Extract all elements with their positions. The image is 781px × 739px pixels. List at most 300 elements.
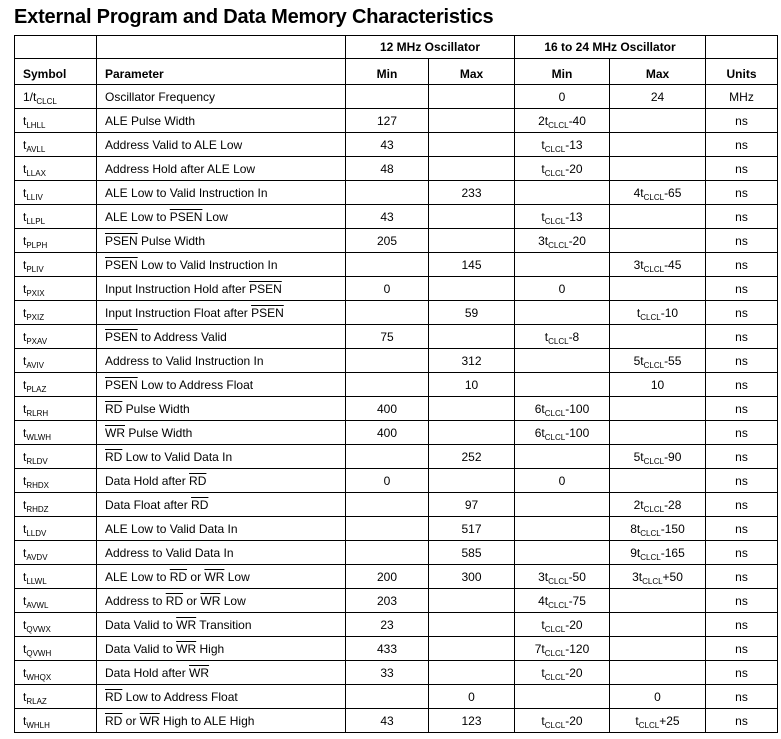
max-12mhz-cell	[429, 349, 515, 373]
header-max-12mhz: Max	[429, 59, 515, 85]
cell-text: 10	[464, 377, 479, 392]
cell-text: t	[636, 305, 641, 320]
max-12mhz-cell	[429, 109, 515, 133]
symbol-cell	[15, 181, 97, 205]
header-group-row	[15, 36, 778, 59]
cell-text: 3t	[633, 257, 644, 272]
max-12mhz-cell	[429, 685, 515, 709]
parameter-cell	[97, 277, 346, 301]
table-row	[15, 565, 778, 589]
units-cell: ns	[706, 301, 778, 325]
subscript-text: QVWH	[26, 648, 52, 658]
cell-text: t	[23, 353, 27, 368]
signal-name: $\overline{RD}$	[165, 593, 184, 608]
cell-text: 43	[380, 137, 394, 152]
table-row	[15, 253, 778, 277]
subscript-text: AVIV	[26, 360, 44, 370]
cell-text: 145	[461, 257, 482, 272]
cell-text: 0	[383, 473, 391, 488]
symbol-cell	[15, 277, 97, 301]
table-row	[15, 637, 778, 661]
signal-name: PSEN	[249, 281, 282, 296]
subscript-text: CLCL	[544, 216, 566, 226]
parameter-cell	[97, 301, 346, 325]
units-cell: ns	[706, 181, 778, 205]
cell-text: 59	[464, 305, 479, 320]
parameter-cell	[97, 637, 346, 661]
table-row	[15, 133, 778, 157]
cell-text: -28	[664, 497, 682, 512]
subscript-text: LLDV	[26, 528, 47, 538]
max-12mhz-cell	[429, 277, 515, 301]
min-16-24mhz-cell	[515, 373, 610, 397]
table-row	[15, 301, 778, 325]
min-12mhz-cell	[346, 85, 429, 109]
cell-text: t	[541, 209, 545, 224]
cell-text: Pulse Width	[125, 425, 193, 440]
max-16-24mhz-cell	[610, 133, 706, 157]
max-12mhz-cell	[429, 229, 515, 253]
subscript-text: LLAX	[26, 168, 46, 178]
min-16-24mhz-cell	[515, 325, 610, 349]
cell-text: t	[23, 137, 27, 152]
units-cell: ns	[706, 133, 778, 157]
cell-text: -150	[660, 521, 685, 536]
header-parameter: Parameter	[97, 59, 346, 85]
parameter-cell	[97, 685, 346, 709]
min-16-24mhz-cell	[515, 85, 610, 109]
cell-text: 203	[376, 593, 398, 608]
min-12mhz-cell	[346, 493, 429, 517]
table-row	[15, 685, 778, 709]
max-12mhz-cell	[429, 469, 515, 493]
min-16-24mhz-cell	[515, 469, 610, 493]
cell-text: Address Valid to ALE Low	[105, 137, 243, 152]
units-cell: ns	[706, 205, 778, 229]
table-row	[15, 349, 778, 373]
min-12mhz-cell	[346, 253, 429, 277]
max-16-24mhz-cell	[610, 85, 706, 109]
cell-text: t	[23, 689, 27, 704]
parameter-cell	[97, 613, 346, 637]
subscript-text: AVWL	[26, 600, 49, 610]
max-16-24mhz-cell	[610, 253, 706, 277]
characteristics-table	[14, 35, 778, 733]
cell-text: -13	[565, 209, 583, 224]
signal-name: PSEN	[169, 209, 203, 224]
cell-text: High	[196, 641, 225, 656]
subscript-text: RLDV	[26, 456, 48, 466]
symbol-cell	[15, 613, 97, 637]
subscript-text: LLIV	[26, 192, 43, 202]
cell-text: 33	[380, 665, 394, 680]
header-min-12mhz: Min	[346, 59, 429, 85]
parameter-cell	[97, 469, 346, 493]
max-16-24mhz-cell	[610, 637, 706, 661]
min-12mhz-cell	[346, 109, 429, 133]
cell-text: 2t	[538, 113, 549, 128]
cell-text: Input Instruction Float after	[105, 305, 252, 320]
subscript-text: CLCL	[643, 360, 665, 370]
cell-text: t	[635, 713, 639, 728]
cell-text: ALE Pulse Width	[105, 113, 196, 128]
cell-text: 4t	[538, 593, 549, 608]
subscript-text: CLCL	[643, 264, 665, 274]
subscript-text: CLCL	[638, 720, 660, 730]
table-row	[15, 661, 778, 685]
cell-text: Address to Valid Instruction In	[105, 353, 264, 368]
cell-text: 4t	[633, 185, 644, 200]
cell-text: 5t	[633, 353, 644, 368]
symbol-cell	[15, 109, 97, 133]
signal-name: PSEN	[105, 329, 138, 344]
max-12mhz-cell	[429, 541, 515, 565]
symbol-cell	[15, 421, 97, 445]
subscript-text: CLCL	[548, 600, 569, 610]
parameter-cell	[97, 541, 346, 565]
table-row	[15, 229, 778, 253]
min-12mhz-cell	[346, 349, 429, 373]
cell-text: -20	[565, 617, 583, 632]
header-blank	[15, 36, 97, 59]
cell-text: Low	[224, 569, 250, 584]
subscript-text: CLCL	[544, 624, 566, 634]
min-12mhz-cell	[346, 397, 429, 421]
parameter-cell	[97, 493, 346, 517]
cell-text: 400	[376, 401, 398, 416]
cell-text: 43	[380, 713, 394, 728]
subscript-text: LHLL	[26, 120, 46, 130]
parameter-cell	[97, 445, 346, 469]
symbol-cell	[15, 661, 97, 685]
page-title: External Program and Data Memory Characteristics	[14, 6, 494, 28]
cell-text: -165	[660, 545, 685, 560]
cell-text: t	[23, 713, 27, 728]
cell-text: Data Float after	[105, 497, 192, 512]
cell-text: t	[23, 209, 27, 224]
header-group-16-24mhz: 16 to 24 MHz Oscillator	[515, 36, 706, 59]
subscript-text: QVWX	[26, 624, 51, 634]
subscript-text: PXIX	[26, 288, 45, 298]
signal-name: $\overline{RD}$	[189, 473, 207, 488]
cell-text: t	[23, 281, 27, 296]
cell-text: 300	[461, 569, 482, 584]
cell-text: t	[541, 617, 545, 632]
subscript-text: AVDV	[26, 552, 48, 562]
cell-text: 0	[558, 281, 566, 296]
min-16-24mhz-cell	[515, 301, 610, 325]
min-16-24mhz-cell	[515, 565, 610, 589]
min-16-24mhz-cell	[515, 157, 610, 181]
symbol-cell	[15, 709, 97, 733]
cell-text: Pulse Width	[137, 233, 206, 248]
symbol-cell	[15, 469, 97, 493]
subscript-text: CLCL	[640, 528, 661, 538]
min-16-24mhz-cell	[515, 517, 610, 541]
parameter-cell	[97, 157, 346, 181]
min-12mhz-cell	[346, 157, 429, 181]
min-16-24mhz-cell	[515, 229, 610, 253]
max-12mhz-cell	[429, 589, 515, 613]
cell-text: t	[23, 473, 27, 488]
max-16-24mhz-cell	[610, 493, 706, 517]
cell-text: -90	[664, 449, 682, 464]
symbol-cell	[15, 637, 97, 661]
cell-text: Address Hold after ALE Low	[105, 161, 256, 176]
cell-text: Low	[202, 209, 228, 224]
parameter-cell	[97, 181, 346, 205]
max-12mhz-cell	[429, 565, 515, 589]
min-12mhz-cell	[346, 565, 429, 589]
parameter-cell	[97, 229, 346, 253]
cell-text: 1/t	[23, 89, 37, 104]
max-12mhz-cell	[429, 397, 515, 421]
cell-text: ALE Low to	[105, 569, 170, 584]
cell-text: Pulse Width	[122, 401, 190, 416]
cell-text: t	[23, 641, 27, 656]
cell-text: -100	[565, 401, 590, 416]
table-row	[15, 181, 778, 205]
max-16-24mhz-cell	[610, 205, 706, 229]
cell-text: t	[23, 257, 27, 272]
min-16-24mhz-cell	[515, 133, 610, 157]
cell-text: Transition	[196, 617, 252, 632]
symbol-cell	[15, 301, 97, 325]
max-12mhz-cell	[429, 157, 515, 181]
parameter-cell	[97, 709, 346, 733]
min-16-24mhz-cell	[515, 661, 610, 685]
max-12mhz-cell	[429, 421, 515, 445]
subscript-text: CLCL	[36, 96, 57, 106]
subscript-text: CLCL	[548, 576, 569, 586]
cell-text: t	[23, 425, 27, 440]
min-16-24mhz-cell	[515, 181, 610, 205]
table-row	[15, 205, 778, 229]
cell-text: 8t	[630, 521, 641, 536]
cell-text: Data Valid to	[105, 617, 177, 632]
parameter-cell	[97, 133, 346, 157]
header-units: Units	[706, 59, 778, 85]
symbol-cell	[15, 541, 97, 565]
symbol-cell	[15, 229, 97, 253]
subscript-text: CLCL	[544, 648, 566, 658]
max-16-24mhz-cell	[610, 349, 706, 373]
units-cell: ns	[706, 373, 778, 397]
max-16-24mhz-cell	[610, 661, 706, 685]
symbol-cell	[15, 373, 97, 397]
max-16-24mhz-cell	[610, 517, 706, 541]
cell-text: 75	[380, 329, 394, 344]
units-cell: ns	[706, 397, 778, 421]
min-12mhz-cell	[346, 469, 429, 493]
cell-text: t	[23, 521, 27, 536]
header-blank	[97, 36, 346, 59]
cell-text: 123	[461, 713, 482, 728]
units-cell: ns	[706, 685, 778, 709]
header-symbol: Symbol	[15, 59, 97, 85]
parameter-cell	[97, 85, 346, 109]
subscript-text: WHLH	[26, 720, 50, 730]
table-row	[15, 373, 778, 397]
cell-text: Low	[220, 593, 246, 608]
min-16-24mhz-cell	[515, 277, 610, 301]
cell-text: t	[541, 161, 545, 176]
min-12mhz-cell	[346, 637, 429, 661]
signal-name: $\overline{WR}$	[139, 713, 160, 728]
subscript-text: AVLL	[26, 144, 46, 154]
cell-text: 233	[461, 185, 482, 200]
min-16-24mhz-cell	[515, 709, 610, 733]
subscript-text: CLCL	[643, 192, 665, 202]
min-12mhz-cell	[346, 133, 429, 157]
signal-name: PSEN	[251, 305, 284, 320]
min-12mhz-cell	[346, 517, 429, 541]
cell-text: t	[541, 713, 545, 728]
cell-text: t	[23, 569, 27, 584]
min-12mhz-cell	[346, 229, 429, 253]
units-cell: ns	[706, 469, 778, 493]
max-12mhz-cell	[429, 133, 515, 157]
header-min-16-24mhz: Min	[515, 59, 610, 85]
header-group-12mhz: 12 MHz Oscillator	[346, 36, 515, 59]
symbol-cell	[15, 133, 97, 157]
cell-text: 3t	[632, 569, 643, 584]
subscript-text: CLCL	[640, 312, 661, 322]
max-12mhz-cell	[429, 661, 515, 685]
cell-text: t	[23, 377, 27, 392]
max-16-24mhz-cell	[610, 613, 706, 637]
cell-text: t	[23, 449, 27, 464]
cell-text: t	[23, 161, 27, 176]
min-12mhz-cell	[346, 301, 429, 325]
units-cell: ns	[706, 157, 778, 181]
cell-text: 23	[380, 617, 394, 632]
units-cell: ns	[706, 637, 778, 661]
max-16-24mhz-cell	[610, 445, 706, 469]
symbol-cell	[15, 445, 97, 469]
max-16-24mhz-cell	[610, 181, 706, 205]
min-16-24mhz-cell	[515, 445, 610, 469]
cell-text: High to ALE High	[159, 713, 255, 728]
subscript-text: CLCL	[548, 336, 569, 346]
units-cell: ns	[706, 493, 778, 517]
subscript-text: PXIZ	[26, 312, 45, 322]
max-16-24mhz-cell	[610, 589, 706, 613]
min-16-24mhz-cell	[515, 685, 610, 709]
cell-text: t	[23, 665, 27, 680]
table-row	[15, 613, 778, 637]
cell-text: 200	[376, 569, 398, 584]
cell-text: Data Hold after	[105, 473, 190, 488]
units-cell: ns	[706, 325, 778, 349]
subscript-text: CLCL	[643, 504, 665, 514]
subscript-text: CLCL	[544, 144, 566, 154]
cell-text: 252	[461, 449, 482, 464]
subscript-text: LLPL	[26, 216, 46, 226]
min-16-24mhz-cell	[515, 253, 610, 277]
units-cell: ns	[706, 589, 778, 613]
cell-text: 312	[461, 353, 482, 368]
cell-text: to Address Valid	[137, 329, 227, 344]
cell-text: Oscillator Frequency	[105, 89, 216, 104]
symbol-cell	[15, 349, 97, 373]
min-16-24mhz-cell	[515, 493, 610, 517]
signal-name: $\overline{WR}$	[204, 569, 225, 584]
subscript-text: CLCL	[642, 576, 663, 586]
cell-text: 585	[461, 545, 482, 560]
min-12mhz-cell	[346, 541, 429, 565]
table-row	[15, 421, 778, 445]
min-16-24mhz-cell	[515, 397, 610, 421]
symbol-cell	[15, 517, 97, 541]
signal-name: $\overline{WR}$	[176, 641, 197, 656]
cell-text: or	[187, 569, 205, 584]
units-cell: ns	[706, 349, 778, 373]
cell-text: t	[23, 185, 27, 200]
min-12mhz-cell	[346, 205, 429, 229]
cell-text: +25	[659, 713, 680, 728]
subscript-text: CLCL	[544, 672, 566, 682]
header-column-row	[15, 59, 778, 85]
max-12mhz-cell	[429, 637, 515, 661]
symbol-cell	[15, 205, 97, 229]
units-cell: ns	[706, 109, 778, 133]
table-row	[15, 541, 778, 565]
cell-text: Address to	[105, 593, 166, 608]
table-row	[15, 397, 778, 421]
cell-text: -120	[565, 641, 590, 656]
max-16-24mhz-cell	[610, 109, 706, 133]
min-12mhz-cell	[346, 613, 429, 637]
units-cell: MHz	[706, 85, 778, 109]
cell-text: Low to Valid Instruction In	[137, 257, 278, 272]
units-cell: ns	[706, 541, 778, 565]
parameter-cell	[97, 349, 346, 373]
subscript-text: CLCL	[548, 120, 569, 130]
cell-text: t	[23, 329, 27, 344]
symbol-cell	[15, 325, 97, 349]
min-12mhz-cell	[346, 685, 429, 709]
cell-text: 6t	[534, 401, 545, 416]
cell-text: -55	[664, 353, 682, 368]
cell-text: 24	[650, 89, 665, 104]
min-16-24mhz-cell	[515, 613, 610, 637]
cell-text: t	[23, 545, 27, 560]
signal-name: $\overline{WR}$	[200, 593, 221, 608]
parameter-cell	[97, 109, 346, 133]
signal-name: $\overline{RD}$	[105, 449, 123, 464]
table-row	[15, 709, 778, 733]
cell-text: 0	[654, 689, 661, 704]
cell-text: t	[23, 305, 27, 320]
cell-text: 6t	[534, 425, 545, 440]
signal-name: $\overline{RD}$	[169, 569, 188, 584]
parameter-cell	[97, 565, 346, 589]
signal-name: PSEN	[105, 377, 138, 392]
signal-name: $\overline{RD}$	[105, 401, 123, 416]
max-12mhz-cell	[429, 85, 515, 109]
signal-name: $\overline{RD}$	[105, 689, 123, 704]
signal-name: $\overline{WR}$	[176, 617, 197, 632]
min-12mhz-cell	[346, 661, 429, 685]
units-cell: ns	[706, 445, 778, 469]
cell-text: 48	[380, 161, 394, 176]
cell-text: 517	[461, 521, 482, 536]
cell-text: or	[122, 713, 140, 728]
cell-text: 97	[464, 497, 479, 512]
cell-text: -10	[660, 305, 679, 320]
parameter-cell	[97, 589, 346, 613]
